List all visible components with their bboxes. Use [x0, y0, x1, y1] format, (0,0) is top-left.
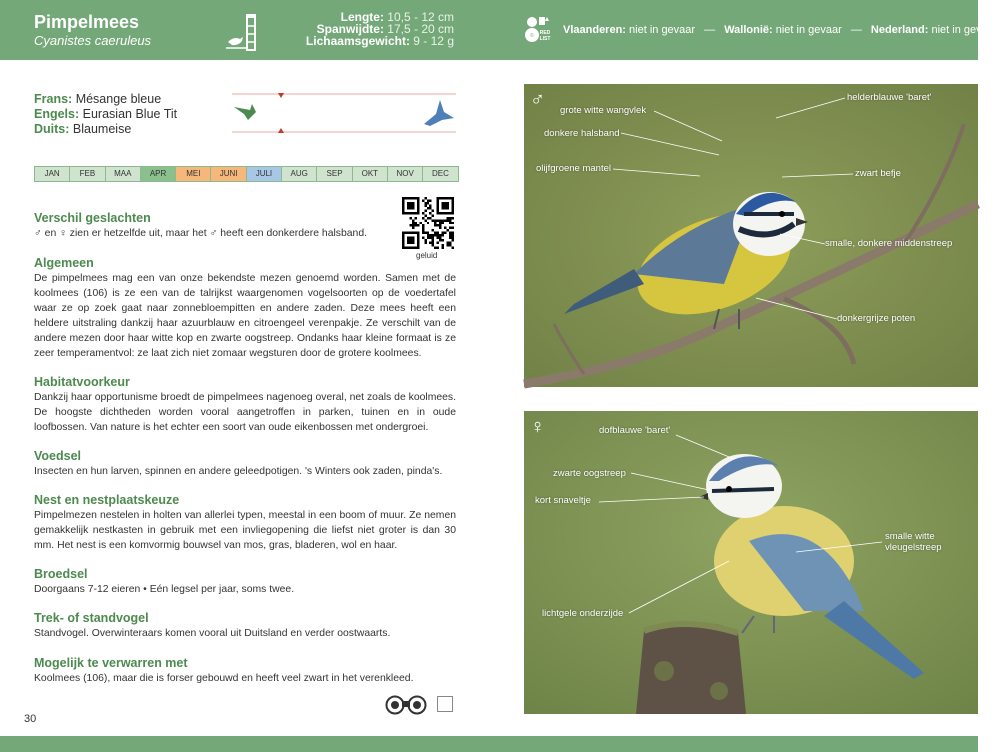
label-vleugelstreep: smalle witte vleugelstreep [885, 531, 942, 553]
species-name: Pimpelmees [34, 12, 140, 32]
svg-text:LIST: LIST [539, 36, 551, 42]
section-nest [34, 492, 456, 553]
label-baret: helderblauwe 'baret' [847, 92, 932, 103]
month-aug: AUG [282, 167, 317, 181]
section-text: Doorgaans 7-12 eieren • Eén legsel per jaar, soms twee. [34, 584, 295, 595]
label-middenstreep: smalle, donkere middenstreep [825, 238, 953, 249]
label-baret: dofblauwe 'baret' [599, 425, 671, 436]
svg-text:©: © [530, 33, 534, 39]
section-broedsel [34, 566, 456, 597]
species-latin-name: Cyanistes caeruleus [34, 33, 152, 48]
section-title: Verschil geslachten [34, 211, 151, 225]
section-text: ♂ en ♀ zien er hetzelfde uit, maar het ♂ heeft een donkerdere halsband. [34, 228, 367, 239]
section-text: Insecten en hun larven, spinnen en andere geleedpotigen. 's Winters ook zaden, pinda's. [34, 466, 443, 477]
month-apr: APR [141, 167, 176, 181]
binoculars-icon [384, 695, 428, 715]
section-habitat [34, 374, 456, 435]
female-symbol: ♀ [530, 416, 545, 438]
section-text: Standvogel. Overwinteraars komen vooral uit Duitsland en verder oostwaarts. [34, 628, 391, 639]
red-list-icon [524, 16, 552, 44]
month-dec: DEC [423, 167, 457, 181]
month-sep: SEP [317, 167, 352, 181]
label-wangvlek: grote witte wangvlek [560, 105, 647, 116]
label-befje: zwart befje [855, 168, 901, 179]
section-title: Broedsel [34, 567, 88, 581]
month-okt: OKT [353, 167, 388, 181]
label-halsband: donkere halsband [544, 128, 620, 139]
qr-code-icon[interactable] [402, 197, 454, 249]
photo-male [524, 84, 978, 387]
red-list-text: RED [539, 30, 551, 36]
month-juli: JULI [247, 167, 282, 181]
section-title: Mogelijk te verwarren met [34, 656, 188, 670]
section-verwarren [34, 655, 456, 686]
label-snavel: kort snaveltje [535, 495, 591, 506]
photo-female [524, 411, 978, 714]
section-text: De pimpelmees mag een van onze bekendste mezen genoemd worden. Samen met de koolmees (106) is ze een van de talrijkst waargenomen vogelsoorten op de voedertafel waar ze op zoek gaat naar zonnebloempitten en andere zaden. Deze mees heeft een heldere uitstraling dankzij haar azuurblauw en citroengeel verenpakje. Ze verschilt van de andere mezen door haar witte kop en zwarte oogstreep. Ondanks haar kleine formaat is ze zeer temperamentvol: ze laat zich niet zomaar wegsturen door de grotere koolmees. [34, 273, 456, 359]
section-verschil [34, 210, 394, 241]
page-footer [0, 736, 978, 752]
bird-feeder-icon [226, 12, 266, 52]
section-algemeen [34, 255, 456, 361]
month-bar [34, 166, 459, 182]
qr-label: geluid [416, 251, 438, 260]
section-title: Voedsel [34, 449, 82, 463]
section-title: Trek- of standvogel [34, 611, 149, 625]
month-nov: NOV [388, 167, 423, 181]
page-header [0, 0, 998, 60]
month-maa: MAA [106, 167, 141, 181]
flight-silhouette-icon [232, 90, 456, 136]
section-title: Habitatvoorkeur [34, 375, 130, 389]
label-oogstreep: zwarte oogstreep [553, 468, 626, 479]
month-juni: JUNI [211, 167, 246, 181]
seen-checkbox[interactable] [437, 696, 453, 712]
conservation-status: Vlaanderen: niet in gevaar — Wallonië: niet in gevaar — Nederland: niet in gevaar [563, 24, 998, 36]
male-symbol: ♂ [530, 89, 545, 111]
foreign-names: Frans: Mésange bleue Engels: Eurasian Blue Tit Duits: Blaumeise [34, 92, 178, 136]
section-trek [34, 610, 456, 641]
section-voedsel [34, 448, 456, 479]
section-text: Pimpelmezen nestelen in holten van allerlei typen, meestal in een boom of muur. Ze nemen gemakkelijk nestkasten in gebruik met een invliegopening die liefst niet groter is dan 30 mm. Het nest is een komvormig bouwsel van mos, gras, bladeren, wol en haar. [34, 510, 456, 551]
section-text: Koolmees (106), maar die is forser gebouwd en heeft veel zwart in het verenkleed. [34, 673, 414, 684]
page-number: 30 [24, 713, 37, 725]
section-text: Dankzij haar opportunisme broedt de pimpelmees nagenoeg overal, net zoals de koolmees. De hoogste dichtheden worden vooral aangetroffen in parken, tuinen en in oude loofbossen. Van nature is het echter een soort van oude eikenbossen met ondergroei. [34, 392, 456, 433]
label-poten: donkergrijze poten [837, 313, 916, 324]
label-mantel: olijfgroene mantel [536, 163, 611, 174]
section-title: Nest en nestplaatskeuze [34, 493, 180, 507]
measurements: Lengte: 10,5 - 12 cm Spanwijdte: 17,5 - 20 cm Lichaamsgewicht: 9 - 12 g [305, 10, 454, 48]
month-feb: FEB [70, 167, 105, 181]
label-onderzijde: lichtgele onderzijde [542, 608, 624, 619]
month-mei: MEI [176, 167, 211, 181]
month-jan: JAN [35, 167, 70, 181]
section-title: Algemeen [34, 256, 94, 270]
